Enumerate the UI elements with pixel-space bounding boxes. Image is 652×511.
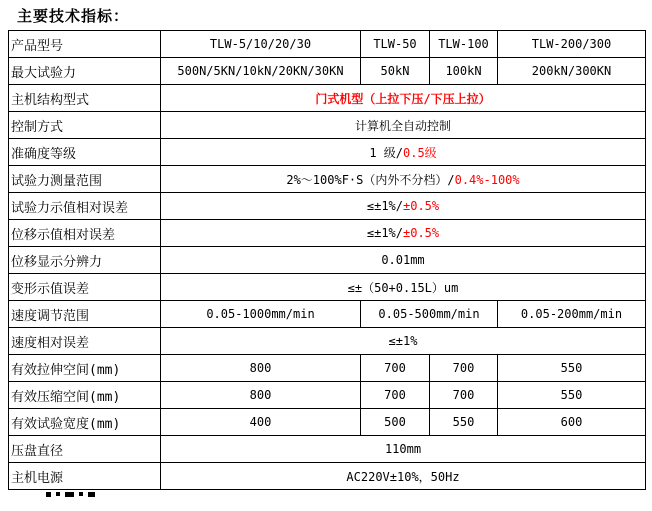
table-cell: 110mm [161, 436, 646, 463]
table-cell: AC220V±10%，50Hz [161, 463, 646, 490]
row-label: 主机电源 [9, 463, 161, 490]
table-row [9, 328, 646, 355]
row-label: 变形示值误差 [9, 274, 161, 301]
table-cell [161, 139, 646, 166]
row-label: 压盘直径 [9, 436, 161, 463]
table-cell: 0.05-1000mm/min [161, 301, 361, 328]
table-row [9, 247, 646, 274]
table-cell: 0.01mm [161, 247, 646, 274]
table-cell: 700 [430, 382, 498, 409]
row-label: 有效试验宽度(mm) [9, 409, 161, 436]
table-cell: ≤±（50+0.15L）um [161, 274, 646, 301]
table-cell: 600 [498, 409, 646, 436]
row-label: 最大试验力 [9, 58, 161, 85]
table-row [9, 220, 646, 247]
table-cell: TLW-5/10/20/30 [161, 31, 361, 58]
row-label: 控制方式 [9, 112, 161, 139]
value-highlight: 0.4%-100% [454, 172, 520, 187]
table-cell: 门式机型（上拉下压/下压上拉） [161, 85, 646, 112]
table-cell [161, 166, 646, 193]
table-row [9, 85, 646, 112]
table-row [9, 382, 646, 409]
table-cell: 550 [430, 409, 498, 436]
table-row [9, 274, 646, 301]
value-text: 2%～100%F·S（内外不分档）/ [286, 172, 455, 187]
table-row [9, 112, 646, 139]
row-label: 产品型号 [9, 31, 161, 58]
table-row [9, 193, 646, 220]
clipped-text-fragment [46, 492, 100, 498]
row-label: 位移示值相对误差 [9, 220, 161, 247]
table-cell: 0.05-500mm/min [361, 301, 498, 328]
row-label: 速度相对误差 [9, 328, 161, 355]
row-label: 试验力测量范围 [9, 166, 161, 193]
table-row [9, 355, 646, 382]
row-label: 主机结构型式 [9, 85, 161, 112]
table-cell: TLW-100 [430, 31, 498, 58]
value-text: 1 级/ [369, 145, 403, 160]
table-cell [161, 220, 646, 247]
value-text: ≤±1%/ [366, 226, 403, 240]
row-label: 位移显示分辨力 [9, 247, 161, 274]
row-label: 有效拉伸空间(mm) [9, 355, 161, 382]
table-row [9, 301, 646, 328]
spec-table [8, 30, 646, 490]
table-cell: 550 [498, 382, 646, 409]
row-label: 有效压缩空间(mm) [9, 382, 161, 409]
value-highlight: ±0.5% [403, 199, 440, 213]
table-cell: 700 [361, 382, 430, 409]
row-label: 试验力示值相对误差 [9, 193, 161, 220]
table-cell: 800 [161, 355, 361, 382]
value-text: ≤±1%/ [366, 199, 403, 213]
page-title: 主要技术指标： [17, 7, 130, 25]
spec-table-body [9, 31, 646, 490]
value-highlight: 0.5级 [403, 145, 437, 160]
row-label: 准确度等级 [9, 139, 161, 166]
table-row [9, 166, 646, 193]
table-cell: 50kN [361, 58, 430, 85]
table-cell: 计算机全自动控制 [161, 112, 646, 139]
table-cell: 400 [161, 409, 361, 436]
table-cell: 200kN/300KN [498, 58, 646, 85]
table-row [9, 139, 646, 166]
table-cell: 700 [361, 355, 430, 382]
table-cell: ≤±1% [161, 328, 646, 355]
table-cell: 800 [161, 382, 361, 409]
table-cell: 100kN [430, 58, 498, 85]
table-cell: TLW-200/300 [498, 31, 646, 58]
table-row [9, 409, 646, 436]
table-row [9, 463, 646, 490]
table-row [9, 436, 646, 463]
table-cell: 0.05-200mm/min [498, 301, 646, 328]
table-cell: TLW-50 [361, 31, 430, 58]
table-cell [161, 193, 646, 220]
table-row [9, 58, 646, 85]
table-cell: 700 [430, 355, 498, 382]
value-highlight: ±0.5% [403, 226, 440, 240]
table-row [9, 31, 646, 58]
table-cell: 500 [361, 409, 430, 436]
table-cell: 550 [498, 355, 646, 382]
row-label: 速度调节范围 [9, 301, 161, 328]
table-cell: 500N/5KN/10kN/20KN/30KN [161, 58, 361, 85]
